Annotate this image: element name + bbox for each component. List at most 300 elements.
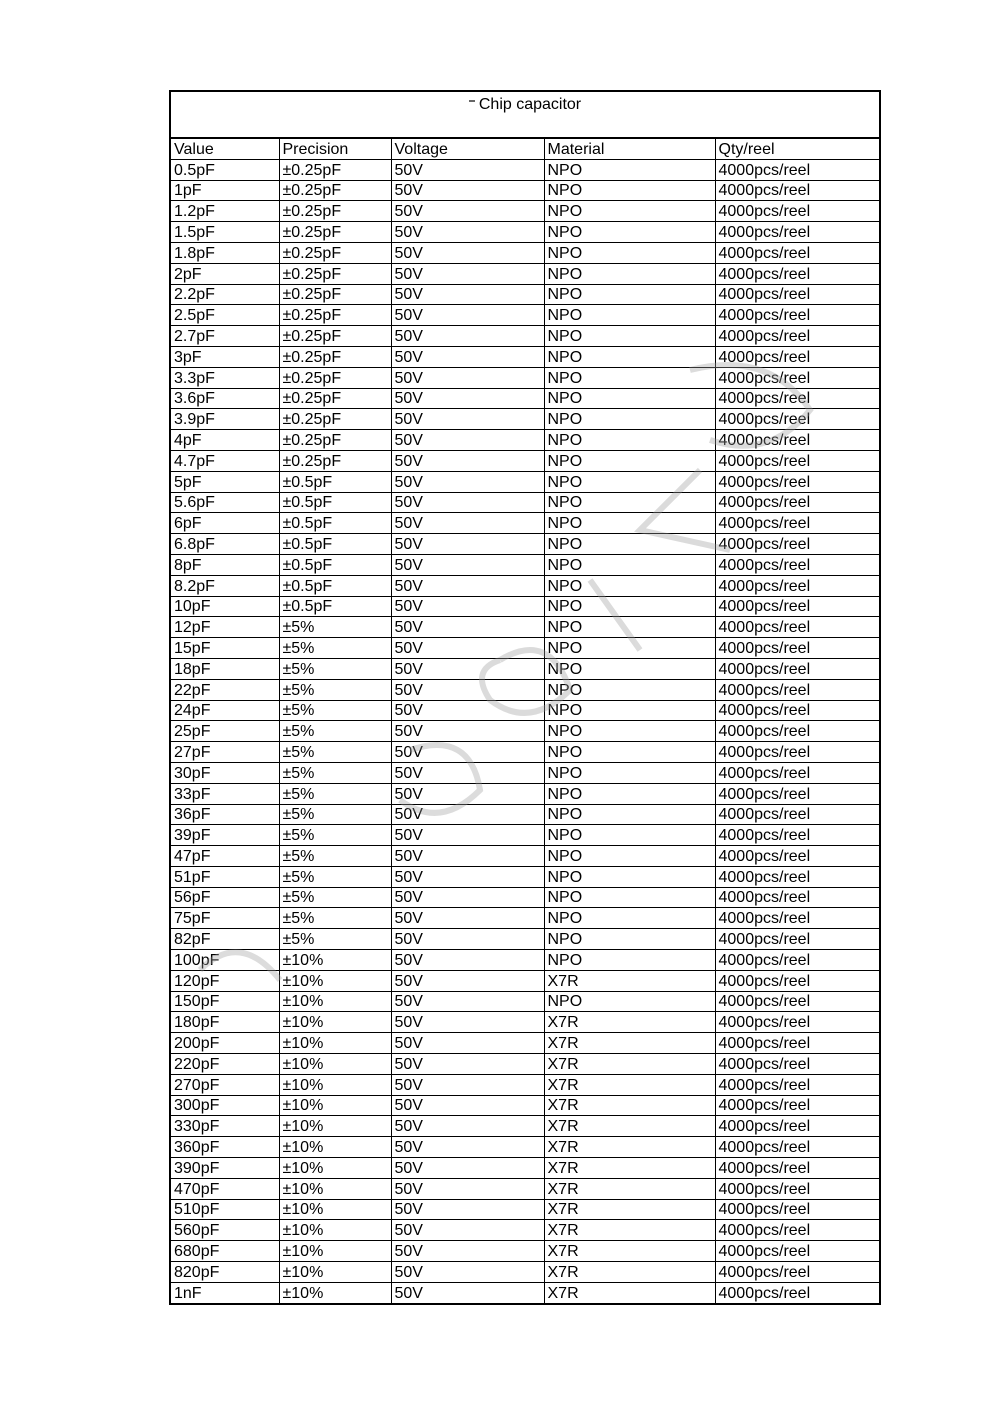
cell-qty: 4000pcs/reel bbox=[715, 222, 879, 243]
cell-voltage: 50V bbox=[391, 1178, 544, 1199]
cell-qty: 4000pcs/reel bbox=[715, 762, 879, 783]
cell-value: 0.5pF bbox=[171, 159, 279, 180]
cell-voltage: 50V bbox=[391, 201, 544, 222]
cell-qty: 4000pcs/reel bbox=[715, 866, 879, 887]
cell-value: 22pF bbox=[171, 679, 279, 700]
cell-material: NPO bbox=[544, 180, 715, 201]
cell-value: 120pF bbox=[171, 970, 279, 991]
cell-value: 39pF bbox=[171, 825, 279, 846]
cell-voltage: 50V bbox=[391, 367, 544, 388]
cell-precision: ±10% bbox=[279, 1220, 391, 1241]
table-row bbox=[171, 679, 879, 700]
cell-material: NPO bbox=[544, 929, 715, 950]
cell-precision: ±0.25pF bbox=[279, 346, 391, 367]
table-row bbox=[171, 1012, 879, 1033]
cell-material: NPO bbox=[544, 450, 715, 471]
cell-voltage: 50V bbox=[391, 430, 544, 451]
table-row bbox=[171, 991, 879, 1012]
table-row bbox=[171, 721, 879, 742]
cell-material: NPO bbox=[544, 908, 715, 929]
cell-qty: 4000pcs/reel bbox=[715, 554, 879, 575]
cell-qty: 4000pcs/reel bbox=[715, 1054, 879, 1075]
cell-qty: 4000pcs/reel bbox=[715, 284, 879, 305]
table-row bbox=[171, 159, 879, 180]
cell-material: NPO bbox=[544, 346, 715, 367]
cell-value: 180pF bbox=[171, 1012, 279, 1033]
cell-voltage: 50V bbox=[391, 575, 544, 596]
cell-material: NPO bbox=[544, 222, 715, 243]
cell-precision: ±10% bbox=[279, 1012, 391, 1033]
table-row bbox=[171, 575, 879, 596]
cell-precision: ±0.25pF bbox=[279, 409, 391, 430]
column-header-precision: Precision bbox=[279, 139, 391, 159]
cell-qty: 4000pcs/reel bbox=[715, 1116, 879, 1137]
cell-material: X7R bbox=[544, 1158, 715, 1179]
cell-voltage: 50V bbox=[391, 866, 544, 887]
cell-precision: ±10% bbox=[279, 991, 391, 1012]
cell-value: 2.2pF bbox=[171, 284, 279, 305]
cell-material: NPO bbox=[544, 991, 715, 1012]
cell-precision: ±5% bbox=[279, 617, 391, 638]
cell-voltage: 50V bbox=[391, 492, 544, 513]
table-row bbox=[171, 326, 879, 347]
cell-precision: ±10% bbox=[279, 1116, 391, 1137]
cell-qty: 4000pcs/reel bbox=[715, 180, 879, 201]
cell-material: NPO bbox=[544, 554, 715, 575]
cell-qty: 4000pcs/reel bbox=[715, 970, 879, 991]
cell-value: 150pF bbox=[171, 991, 279, 1012]
cell-voltage: 50V bbox=[391, 222, 544, 243]
cell-voltage: 50V bbox=[391, 1137, 544, 1158]
cell-qty: 4000pcs/reel bbox=[715, 388, 879, 409]
cell-precision: ±0.25pF bbox=[279, 242, 391, 263]
table-row bbox=[171, 1220, 879, 1241]
table-row bbox=[171, 1074, 879, 1095]
cell-voltage: 50V bbox=[391, 326, 544, 347]
cell-value: 200pF bbox=[171, 1033, 279, 1054]
table-row bbox=[171, 742, 879, 763]
cell-voltage: 50V bbox=[391, 450, 544, 471]
cell-precision: ±5% bbox=[279, 929, 391, 950]
cell-material: X7R bbox=[544, 970, 715, 991]
cell-value: 33pF bbox=[171, 783, 279, 804]
cell-precision: ±10% bbox=[279, 1095, 391, 1116]
cell-qty: 4000pcs/reel bbox=[715, 929, 879, 950]
cell-value: 36pF bbox=[171, 804, 279, 825]
cell-qty: 4000pcs/reel bbox=[715, 721, 879, 742]
cell-value: 4.7pF bbox=[171, 450, 279, 471]
cell-material: NPO bbox=[544, 866, 715, 887]
table-row bbox=[171, 1158, 879, 1179]
cell-material: NPO bbox=[544, 783, 715, 804]
cell-precision: ±10% bbox=[279, 1158, 391, 1179]
cell-precision: ±0.25pF bbox=[279, 388, 391, 409]
cell-material: NPO bbox=[544, 388, 715, 409]
cell-value: 100pF bbox=[171, 950, 279, 971]
cell-precision: ±0.25pF bbox=[279, 367, 391, 388]
cell-value: 24pF bbox=[171, 700, 279, 721]
cell-precision: ±10% bbox=[279, 1262, 391, 1283]
table-row bbox=[171, 929, 879, 950]
table-row bbox=[171, 887, 879, 908]
cell-qty: 4000pcs/reel bbox=[715, 1199, 879, 1220]
cell-material: NPO bbox=[544, 721, 715, 742]
cell-material: X7R bbox=[544, 1262, 715, 1283]
cell-precision: ±5% bbox=[279, 825, 391, 846]
table-row bbox=[171, 617, 879, 638]
table-row bbox=[171, 846, 879, 867]
cell-precision: ±5% bbox=[279, 846, 391, 867]
cell-qty: 4000pcs/reel bbox=[715, 658, 879, 679]
cell-precision: ±10% bbox=[279, 1178, 391, 1199]
cell-material: X7R bbox=[544, 1033, 715, 1054]
cell-voltage: 50V bbox=[391, 908, 544, 929]
cell-value: 5pF bbox=[171, 471, 279, 492]
cell-voltage: 50V bbox=[391, 1054, 544, 1075]
cell-voltage: 50V bbox=[391, 263, 544, 284]
title-mark-icon bbox=[469, 100, 475, 102]
cell-material: NPO bbox=[544, 263, 715, 284]
spec-table bbox=[171, 139, 879, 1303]
title-container bbox=[171, 96, 879, 114]
cell-material: NPO bbox=[544, 367, 715, 388]
cell-qty: 4000pcs/reel bbox=[715, 1262, 879, 1283]
table-row bbox=[171, 242, 879, 263]
cell-voltage: 50V bbox=[391, 617, 544, 638]
table-row bbox=[171, 554, 879, 575]
cell-value: 1pF bbox=[171, 180, 279, 201]
cell-qty: 4000pcs/reel bbox=[715, 513, 879, 534]
cell-material: X7R bbox=[544, 1095, 715, 1116]
cell-value: 2.5pF bbox=[171, 305, 279, 326]
table-row bbox=[171, 1282, 879, 1302]
cell-material: NPO bbox=[544, 762, 715, 783]
cell-material: NPO bbox=[544, 409, 715, 430]
cell-material: X7R bbox=[544, 1241, 715, 1262]
cell-voltage: 50V bbox=[391, 1074, 544, 1095]
cell-value: 300pF bbox=[171, 1095, 279, 1116]
cell-material: NPO bbox=[544, 700, 715, 721]
cell-precision: ±5% bbox=[279, 658, 391, 679]
cell-value: 12pF bbox=[171, 617, 279, 638]
column-header-qty: Qty/reel bbox=[715, 139, 879, 159]
cell-precision: ±10% bbox=[279, 1137, 391, 1158]
table-row bbox=[171, 222, 879, 243]
cell-voltage: 50V bbox=[391, 1199, 544, 1220]
cell-precision: ±5% bbox=[279, 762, 391, 783]
column-header-value: Value bbox=[171, 139, 279, 159]
cell-precision: ±0.25pF bbox=[279, 263, 391, 284]
table-row bbox=[171, 492, 879, 513]
cell-qty: 4000pcs/reel bbox=[715, 1074, 879, 1095]
cell-value: 1.2pF bbox=[171, 201, 279, 222]
cell-precision: ±0.5pF bbox=[279, 492, 391, 513]
table-row bbox=[171, 908, 879, 929]
cell-value: 56pF bbox=[171, 887, 279, 908]
cell-material: NPO bbox=[544, 887, 715, 908]
cell-material: X7R bbox=[544, 1012, 715, 1033]
cell-precision: ±0.5pF bbox=[279, 554, 391, 575]
table-row bbox=[171, 658, 879, 679]
cell-material: NPO bbox=[544, 513, 715, 534]
cell-qty: 4000pcs/reel bbox=[715, 1220, 879, 1241]
cell-voltage: 50V bbox=[391, 700, 544, 721]
cell-voltage: 50V bbox=[391, 970, 544, 991]
table-row bbox=[171, 1033, 879, 1054]
cell-voltage: 50V bbox=[391, 1116, 544, 1137]
cell-value: 470pF bbox=[171, 1178, 279, 1199]
table-row bbox=[171, 596, 879, 617]
cell-value: 51pF bbox=[171, 866, 279, 887]
cell-precision: ±5% bbox=[279, 721, 391, 742]
cell-material: NPO bbox=[544, 430, 715, 451]
cell-qty: 4000pcs/reel bbox=[715, 804, 879, 825]
cell-qty: 4000pcs/reel bbox=[715, 305, 879, 326]
table-row bbox=[171, 471, 879, 492]
cell-voltage: 50V bbox=[391, 991, 544, 1012]
table-row bbox=[171, 346, 879, 367]
cell-voltage: 50V bbox=[391, 305, 544, 326]
cell-qty: 4000pcs/reel bbox=[715, 679, 879, 700]
cell-material: NPO bbox=[544, 284, 715, 305]
cell-precision: ±0.25pF bbox=[279, 284, 391, 305]
table-row bbox=[171, 1199, 879, 1220]
cell-qty: 4000pcs/reel bbox=[715, 1178, 879, 1199]
cell-material: NPO bbox=[544, 201, 715, 222]
cell-precision: ±5% bbox=[279, 700, 391, 721]
cell-value: 3.9pF bbox=[171, 409, 279, 430]
table-row bbox=[171, 263, 879, 284]
cell-voltage: 50V bbox=[391, 1262, 544, 1283]
cell-value: 360pF bbox=[171, 1137, 279, 1158]
cell-value: 25pF bbox=[171, 721, 279, 742]
cell-value: 27pF bbox=[171, 742, 279, 763]
cell-qty: 4000pcs/reel bbox=[715, 242, 879, 263]
table-row bbox=[171, 1095, 879, 1116]
cell-voltage: 50V bbox=[391, 180, 544, 201]
cell-precision: ±5% bbox=[279, 804, 391, 825]
cell-material: X7R bbox=[544, 1116, 715, 1137]
cell-qty: 4000pcs/reel bbox=[715, 1137, 879, 1158]
cell-precision: ±5% bbox=[279, 908, 391, 929]
cell-value: 270pF bbox=[171, 1074, 279, 1095]
cell-qty: 4000pcs/reel bbox=[715, 430, 879, 451]
cell-value: 6pF bbox=[171, 513, 279, 534]
cell-qty: 4000pcs/reel bbox=[715, 346, 879, 367]
cell-precision: ±0.25pF bbox=[279, 430, 391, 451]
cell-qty: 4000pcs/reel bbox=[715, 638, 879, 659]
cell-voltage: 50V bbox=[391, 679, 544, 700]
cell-material: NPO bbox=[544, 804, 715, 825]
cell-material: NPO bbox=[544, 638, 715, 659]
table-row bbox=[171, 201, 879, 222]
cell-qty: 4000pcs/reel bbox=[718, 1284, 811, 1302]
cell-voltage: 50V bbox=[391, 638, 544, 659]
cell-qty: 4000pcs/reel bbox=[715, 201, 879, 222]
cell-material: NPO bbox=[544, 596, 715, 617]
cell-voltage: 50V bbox=[391, 846, 544, 867]
cell-voltage: 50V bbox=[391, 346, 544, 367]
table-row bbox=[171, 388, 879, 409]
cell-value: 6.8pF bbox=[171, 534, 279, 555]
cell-material: NPO bbox=[544, 679, 715, 700]
cell-qty: 4000pcs/reel bbox=[715, 887, 879, 908]
cell-value: 15pF bbox=[171, 638, 279, 659]
table-row bbox=[171, 1137, 879, 1158]
table-row bbox=[171, 1262, 879, 1283]
cell-precision: ±10% bbox=[279, 1033, 391, 1054]
cell-qty: 4000pcs/reel bbox=[715, 1158, 879, 1179]
table-row bbox=[171, 804, 879, 825]
capacitor-spec-sheet bbox=[169, 90, 881, 1305]
table-row bbox=[171, 950, 879, 971]
cell-qty: 4000pcs/reel bbox=[715, 908, 879, 929]
cell-voltage: 50V bbox=[391, 596, 544, 617]
table-row bbox=[171, 866, 879, 887]
cell-precision: ±5% bbox=[279, 742, 391, 763]
cell-voltage: 50V bbox=[391, 742, 544, 763]
cell-material: NPO bbox=[544, 534, 715, 555]
cell-voltage: 50V bbox=[391, 721, 544, 742]
cell-precision: ±0.5pF bbox=[279, 471, 391, 492]
cell-material: NPO bbox=[544, 159, 715, 180]
cell-voltage: 50V bbox=[391, 534, 544, 555]
cell-precision: ±5% bbox=[279, 866, 391, 887]
cell-qty: 4000pcs/reel bbox=[715, 950, 879, 971]
cell-voltage: 50V bbox=[391, 1012, 544, 1033]
cell-precision: ±5% bbox=[279, 783, 391, 804]
cell-material: NPO bbox=[544, 846, 715, 867]
cell-precision: ±5% bbox=[279, 679, 391, 700]
cell-voltage: 50V bbox=[391, 554, 544, 575]
cell-material: X7R bbox=[544, 1178, 715, 1199]
cell-voltage: 50V bbox=[391, 1282, 544, 1302]
cell-material: X7R bbox=[544, 1054, 715, 1075]
cell-qty: 4000pcs/reel bbox=[715, 575, 879, 596]
table-row bbox=[171, 700, 879, 721]
cell-material: X7R bbox=[544, 1074, 715, 1095]
cell-qty: 4000pcs/reel bbox=[715, 1095, 879, 1116]
table-row bbox=[171, 305, 879, 326]
cell-precision: ±5% bbox=[279, 887, 391, 908]
cell-qty: 4000pcs/reel bbox=[715, 596, 879, 617]
cell-value: 1.5pF bbox=[171, 222, 279, 243]
cell-precision: ±0.5pF bbox=[279, 513, 391, 534]
cell-material: NPO bbox=[544, 492, 715, 513]
table-row bbox=[171, 638, 879, 659]
cell-material: X7R bbox=[544, 1220, 715, 1241]
cell-value: 220pF bbox=[171, 1054, 279, 1075]
cell-material: NPO bbox=[544, 575, 715, 596]
table-row bbox=[171, 513, 879, 534]
cell-value: 510pF bbox=[171, 1199, 279, 1220]
cell-value: 3pF bbox=[171, 346, 279, 367]
cell-value: 1.8pF bbox=[171, 242, 279, 263]
cell-qty: 4000pcs/reel bbox=[715, 991, 879, 1012]
cell-voltage: 50V bbox=[391, 1241, 544, 1262]
cell-precision: ±0.25pF bbox=[279, 326, 391, 347]
cell-voltage: 50V bbox=[391, 159, 544, 180]
cell-material: NPO bbox=[544, 305, 715, 326]
cell-material: NPO bbox=[544, 326, 715, 347]
cell-qty: 4000pcs/reel bbox=[715, 367, 879, 388]
table-row bbox=[171, 450, 879, 471]
cell-value: 8.2pF bbox=[171, 575, 279, 596]
cell-precision: ±0.5pF bbox=[279, 534, 391, 555]
cell-precision: ±5% bbox=[279, 638, 391, 659]
cell-qty: 4000pcs/reel bbox=[715, 700, 879, 721]
cell-value: 47pF bbox=[171, 846, 279, 867]
table-row bbox=[171, 430, 879, 451]
cell-precision: ±10% bbox=[279, 1282, 391, 1302]
cell-value: 18pF bbox=[171, 658, 279, 679]
cell-qty: 4000pcs/reel bbox=[715, 783, 879, 804]
cell-precision: ±0.25pF bbox=[279, 305, 391, 326]
cell-qty: 4000pcs/reel bbox=[715, 159, 879, 180]
cell-voltage: 50V bbox=[391, 929, 544, 950]
cell-precision: ±0.25pF bbox=[279, 201, 391, 222]
cell-qty: 4000pcs/reel bbox=[715, 409, 879, 430]
cell-value: 560pF bbox=[171, 1220, 279, 1241]
cell-material: X7R bbox=[544, 1137, 715, 1158]
cell-value: 5.6pF bbox=[171, 492, 279, 513]
header-row bbox=[171, 139, 879, 159]
cell-qty: 4000pcs/reel bbox=[715, 825, 879, 846]
cell-voltage: 50V bbox=[391, 825, 544, 846]
cell-material: X7R bbox=[544, 1199, 715, 1220]
cell-voltage: 50V bbox=[391, 388, 544, 409]
cell-qty: 4000pcs/reel bbox=[715, 1033, 879, 1054]
cell-value: 8pF bbox=[171, 554, 279, 575]
table-row bbox=[171, 534, 879, 555]
cell-qty: 4000pcs/reel bbox=[715, 492, 879, 513]
cell-voltage: 50V bbox=[391, 1033, 544, 1054]
cell-material: NPO bbox=[544, 617, 715, 638]
cell-value: 82pF bbox=[171, 929, 279, 950]
cell-precision: ±0.5pF bbox=[279, 575, 391, 596]
table-row bbox=[171, 825, 879, 846]
cell-qty: 4000pcs/reel bbox=[715, 534, 879, 555]
cell-qty: 4000pcs/reel bbox=[715, 1012, 879, 1033]
cell-material: X7R bbox=[544, 1282, 715, 1302]
cell-precision: ±0.25pF bbox=[279, 222, 391, 243]
table-row bbox=[171, 783, 879, 804]
cell-value: 4pF bbox=[171, 430, 279, 451]
table-row bbox=[171, 1116, 879, 1137]
cell-precision: ±10% bbox=[279, 950, 391, 971]
cell-qty: 4000pcs/reel bbox=[715, 617, 879, 638]
cell-qty: 4000pcs/reel bbox=[715, 471, 879, 492]
cell-voltage: 50V bbox=[391, 804, 544, 825]
column-header-material: Material bbox=[544, 139, 715, 159]
cell-voltage: 50V bbox=[391, 1095, 544, 1116]
cell-material: NPO bbox=[544, 950, 715, 971]
table-row bbox=[171, 1241, 879, 1262]
cell-qty: 4000pcs/reel bbox=[715, 1241, 879, 1262]
cell-voltage: 50V bbox=[391, 658, 544, 679]
cell-material: NPO bbox=[544, 471, 715, 492]
cell-voltage: 50V bbox=[391, 783, 544, 804]
cell-material: NPO bbox=[544, 825, 715, 846]
cell-qty: 4000pcs/reel bbox=[715, 742, 879, 763]
cell-precision: ±10% bbox=[279, 1074, 391, 1095]
cell-value: 390pF bbox=[171, 1158, 279, 1179]
title-row bbox=[171, 92, 879, 139]
cell-precision: ±10% bbox=[279, 1199, 391, 1220]
cell-voltage: 50V bbox=[391, 887, 544, 908]
cell-qty: 4000pcs/reel bbox=[715, 326, 879, 347]
cell-qty: 4000pcs/reel bbox=[715, 450, 879, 471]
